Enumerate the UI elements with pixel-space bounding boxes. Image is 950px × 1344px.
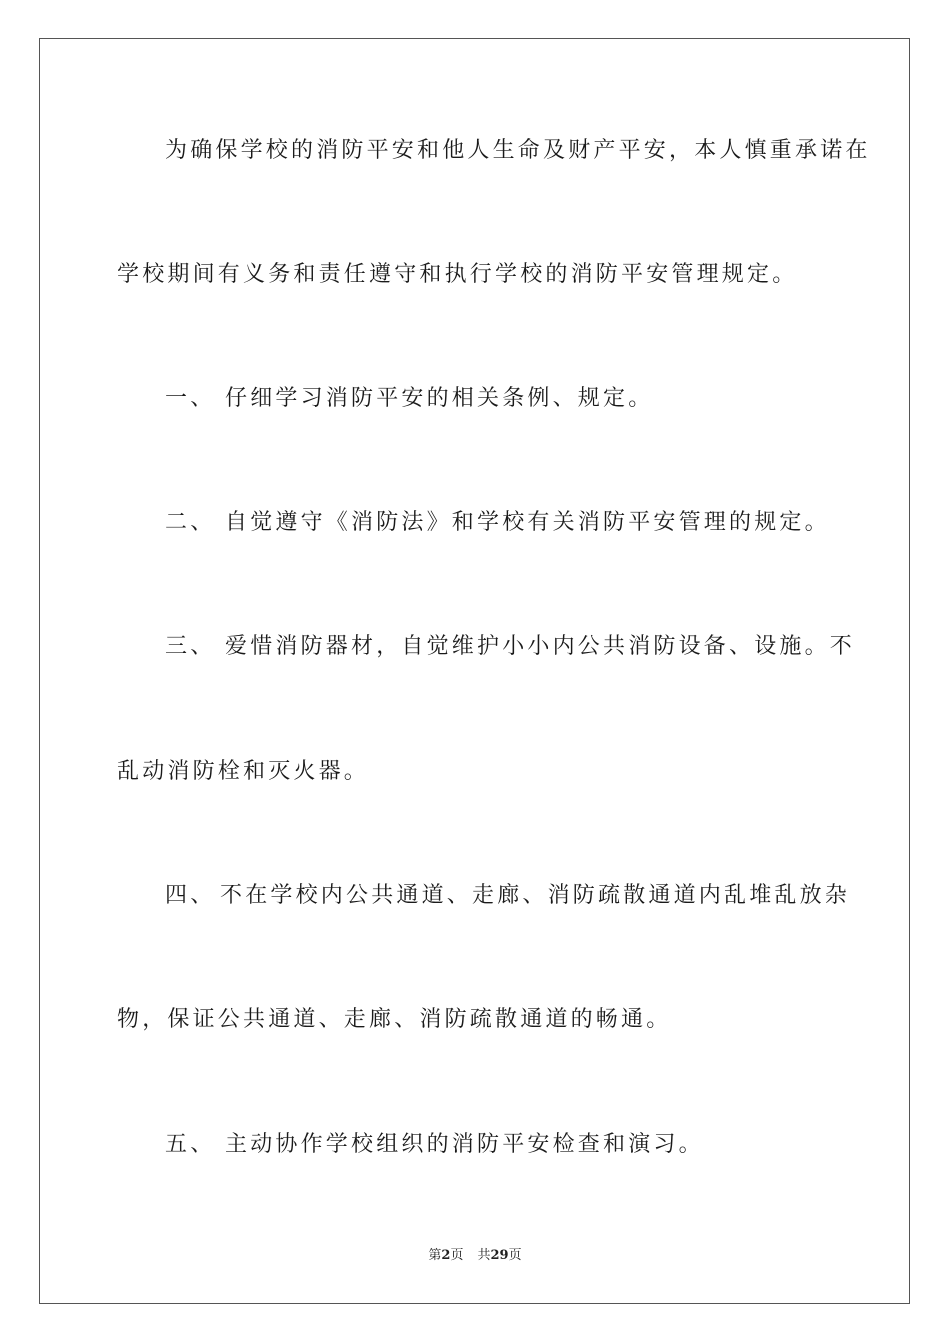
clause-3-text: 爱惜消防器材，自觉维护小小内公共消防设备、设施。不 [225, 634, 856, 659]
clause-4-continuation: 物，保证公共通道、走廊、消防疏散通道的畅通。 [117, 1007, 672, 1032]
clause-5-text: 主动协作学校组织的消防平安检查和演习。 [225, 1132, 704, 1157]
clause-3 [165, 632, 885, 662]
page-footer [0, 1247, 950, 1265]
clause-1 [165, 384, 885, 414]
page-number-prefix: 第 [428, 1248, 442, 1263]
intro-paragraph-line-1: 为确保学校的消防平安和他人生命及财产平安，本人慎重承诺在 [165, 138, 871, 163]
clause-5 [165, 1130, 885, 1160]
clause-2-number: 二、 [165, 510, 216, 535]
clause-4-number: 四、 [165, 883, 216, 908]
page-total-prefix: 共 [477, 1248, 491, 1263]
page-number-suffix: 页 [450, 1248, 464, 1263]
page-total-count: 29 [490, 1248, 509, 1263]
clause-2 [165, 508, 885, 538]
clause-4-text: 不在学校内公共通道、走廊、消防疏散通道内乱堆乱放杂 [220, 883, 851, 908]
page-number-current: 2 [441, 1248, 451, 1263]
clause-3-number: 三、 [165, 634, 216, 659]
intro-paragraph-line-2: 学校期间有义务和责任遵守和执行学校的消防平安管理规定。 [117, 262, 798, 287]
page-border [39, 38, 910, 1304]
clause-4 [165, 881, 885, 911]
clause-1-number: 一、 [165, 386, 216, 411]
page-total-suffix: 页 [508, 1248, 522, 1263]
clause-2-text: 自觉遵守《消防法》和学校有关消防平安管理的规定。 [225, 510, 830, 535]
clause-5-number: 五、 [165, 1132, 216, 1157]
clause-1-text: 仔细学习消防平安的相关条例、规定。 [225, 386, 654, 411]
clause-3-continuation: 乱动消防栓和灭火器。 [117, 759, 370, 784]
